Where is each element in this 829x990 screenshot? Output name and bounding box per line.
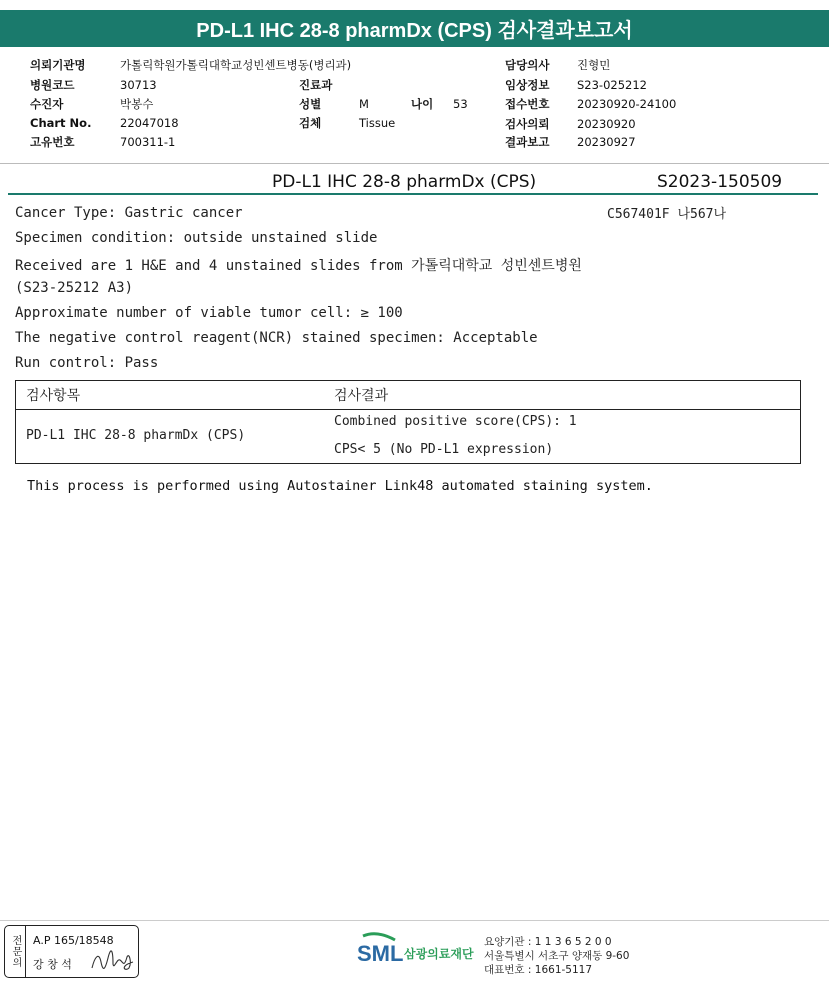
institution-value: 가톨릭학원가톨릭대학교성빈센트병동(병리과) bbox=[120, 58, 352, 72]
ncr-line: The negative control reagent(NCR) stained specimen: Acceptable bbox=[15, 330, 538, 346]
sex-row bbox=[299, 96, 468, 112]
report-date-value: 20230927 bbox=[577, 135, 636, 149]
doctor-row bbox=[505, 57, 610, 73]
sml-logo bbox=[357, 932, 477, 972]
sample-code: C567401F 나567나 bbox=[607, 207, 727, 222]
chart-no-label: Chart No. bbox=[30, 116, 92, 130]
cps-score-cell: Combined positive score(CPS): 1 bbox=[334, 414, 577, 429]
hospital-code-row bbox=[30, 77, 157, 93]
sex-label: 성별 bbox=[299, 97, 322, 111]
main-phone: 대표번호 : 1661-5117 bbox=[484, 964, 593, 976]
result-table-header bbox=[16, 381, 800, 410]
report-title: PD-L1 IHC 28-8 pharmDx (CPS) 검사결과보고서 bbox=[0, 10, 829, 47]
report-date-row bbox=[505, 134, 636, 150]
report-number: S2023-150509 bbox=[657, 172, 783, 192]
cancer-type-line: Cancer Type: Gastric cancer bbox=[15, 205, 243, 221]
report-date-label: 결과보고 bbox=[505, 135, 550, 149]
institution-row bbox=[30, 57, 351, 73]
stamp-side-label: 전문의 bbox=[5, 926, 26, 977]
receipt-no-row bbox=[505, 96, 676, 112]
unique-no-value: 700311-1 bbox=[120, 135, 176, 149]
receipt-no-value: 20230920-24100 bbox=[577, 97, 677, 111]
header-divider bbox=[0, 163, 829, 164]
institution-code: 요양기관 : 1 1 3 6 5 2 0 0 bbox=[484, 936, 612, 948]
clinical-info-row bbox=[505, 77, 647, 93]
specimen-value: Tissue bbox=[359, 116, 396, 130]
doctor-label: 담당의사 bbox=[505, 58, 550, 72]
run-control-line: Run control: Pass bbox=[15, 355, 159, 371]
unique-no-row bbox=[30, 134, 175, 150]
result-table bbox=[15, 380, 801, 464]
chart-no-row bbox=[30, 116, 179, 130]
request-date-row bbox=[505, 116, 636, 132]
patient-value: 박봉수 bbox=[120, 97, 154, 111]
specimen-label: 검체 bbox=[299, 116, 322, 130]
stamp-name: 강 창 석 bbox=[33, 958, 72, 971]
doctor-value: 진형민 bbox=[577, 58, 611, 72]
foundation-name: 삼광의료재단 bbox=[404, 947, 474, 961]
col-result-header: 검사결과 bbox=[334, 388, 389, 404]
specimen-row bbox=[299, 115, 395, 131]
hospital-code-value: 30713 bbox=[120, 78, 157, 92]
dept-row bbox=[299, 77, 332, 93]
age-label: 나이 bbox=[411, 97, 434, 111]
patient-label: 수진자 bbox=[30, 97, 64, 111]
sex-value: M bbox=[359, 97, 369, 111]
test-item-cell: PD-L1 IHC 28-8 pharmDx (CPS) bbox=[26, 428, 246, 443]
svg-text:SML: SML bbox=[357, 941, 404, 966]
dept-label: 진료과 bbox=[299, 78, 333, 92]
hospital-code-label: 병원코드 bbox=[30, 78, 75, 92]
receipt-no-label: 접수번호 bbox=[505, 97, 550, 111]
signature-icon bbox=[89, 948, 135, 974]
unique-no-label: 고유번호 bbox=[30, 135, 75, 149]
pathologist-stamp bbox=[4, 925, 139, 978]
process-note: This process is performed using Autostainer Link48 automated staining system. bbox=[27, 478, 653, 494]
age-value: 53 bbox=[453, 97, 468, 111]
cps-interpretation-cell: CPS< 5 (No PD-L1 expression) bbox=[334, 442, 554, 457]
specimen-condition-line: Specimen condition: outside unstained slide bbox=[15, 230, 378, 246]
case-ref-line: (S23-25212 A3) bbox=[15, 280, 134, 296]
chart-no-value: 22047018 bbox=[120, 116, 179, 130]
address: 서울특별시 서초구 양재동 9-60 bbox=[484, 950, 630, 962]
request-date-value: 20230920 bbox=[577, 117, 636, 131]
received-line: Received are 1 H&E and 4 unstained slides from 가톨릭대학교 성빈센트병원 bbox=[15, 258, 582, 274]
footer-divider bbox=[0, 920, 829, 921]
report-divider bbox=[8, 193, 818, 195]
patient-row bbox=[30, 96, 153, 112]
clinical-info-label: 임상정보 bbox=[505, 78, 550, 92]
stamp-license: A.P 165/18548 bbox=[33, 934, 114, 947]
col-test-item-header: 검사항목 bbox=[26, 388, 81, 404]
clinical-info-value: S23-025212 bbox=[577, 78, 647, 92]
tumor-cell-line: Approximate number of viable tumor cell: ≥ 100 bbox=[15, 305, 403, 321]
request-date-label: 검사의뢰 bbox=[505, 117, 550, 131]
institution-label: 의뢰기관명 bbox=[30, 58, 86, 72]
report-test-name: PD-L1 IHC 28-8 pharmDx (CPS) bbox=[272, 172, 537, 192]
